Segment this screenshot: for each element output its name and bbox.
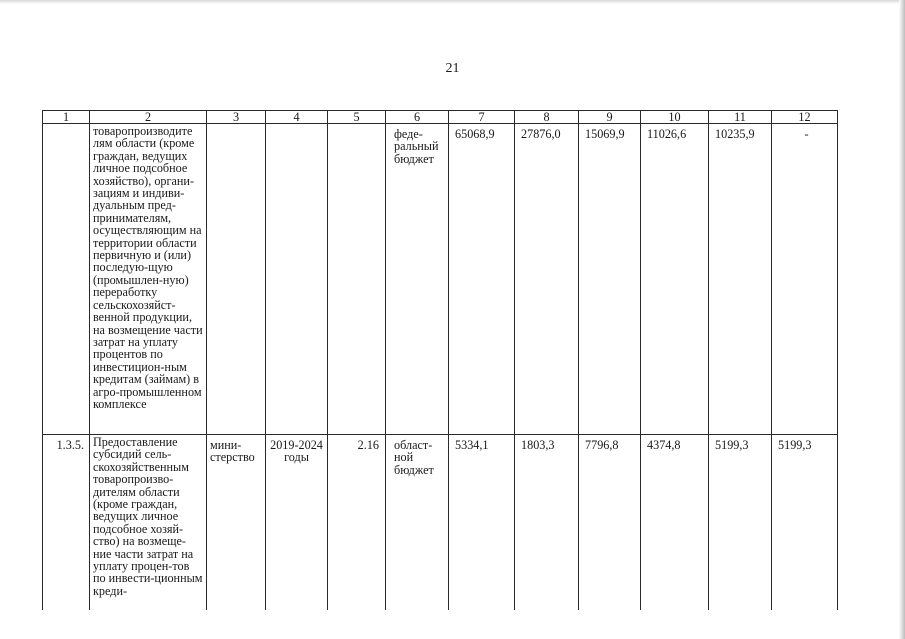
item-value-year: - [772,124,838,435]
item-value-year: 4374,8 [641,435,709,611]
item-funding-source: феде-ральный бюджет [386,124,449,435]
table-row [43,124,838,435]
column-number: 11 [709,111,772,124]
item-value-year: 10235,9 [709,124,772,435]
item-value-year: 1803,3 [515,435,579,611]
column-number: 7 [449,111,515,124]
column-number: 10 [641,111,709,124]
item-indicator [328,124,386,435]
item-value-total: 5334,1 [449,435,515,611]
item-value-year: 5199,3 [772,435,838,611]
item-value-year: 15069,9 [579,124,641,435]
item-value-year: 7796,8 [579,435,641,611]
item-value-year: 11026,6 [641,124,709,435]
item-value-year: 27876,0 [515,124,579,435]
scan-edge-top [0,0,905,4]
table-row [43,435,838,611]
column-number: 8 [515,111,579,124]
column-number: 1 [43,111,90,124]
column-number: 5 [328,111,386,124]
item-funding-source: област-ной бюджет [386,435,449,611]
item-description: товаропроизводите лям области (кроме граждан, ведущих личное подсобное хозяйство), органи-зациям и индиви-дуальным пред-принимателям, осуществляющим на территории области первичную и (или) последую-щую (промышлен-ную) переработку сельскохозяйст-венной продукции, на возмещение части затрат на уплату процентов по инвестицион-ным кредитам (займам) в агро-промышленном комплексе [90,124,207,435]
table-header-row [43,111,838,124]
item-number [43,124,90,435]
column-number: 3 [207,111,266,124]
column-number: 12 [772,111,838,124]
page-number: 21 [445,61,460,76]
item-value-total: 65068,9 [449,124,515,435]
item-description: Предоставление субсидий сель-скохозяйственным товаропроизво-дителям области (кроме граждан, ведущих личное подсобное хозяй-ство) на возмеще-ние части затрат на уплату процен-тов по инвести-ционным креди- [90,435,207,611]
column-number: 4 [266,111,328,124]
column-number: 2 [90,111,207,124]
scan-edge-right [899,0,905,639]
item-period: 2019-2024 годы [266,435,328,611]
column-number: 6 [386,111,449,124]
item-period [266,124,328,435]
program-table [42,110,838,610]
item-executor: мини-стерство [207,435,266,611]
item-value-year: 5199,3 [709,435,772,611]
item-indicator: 2.16 [328,435,386,611]
column-number: 9 [579,111,641,124]
item-number: 1.3.5. [43,435,90,611]
item-executor [207,124,266,435]
